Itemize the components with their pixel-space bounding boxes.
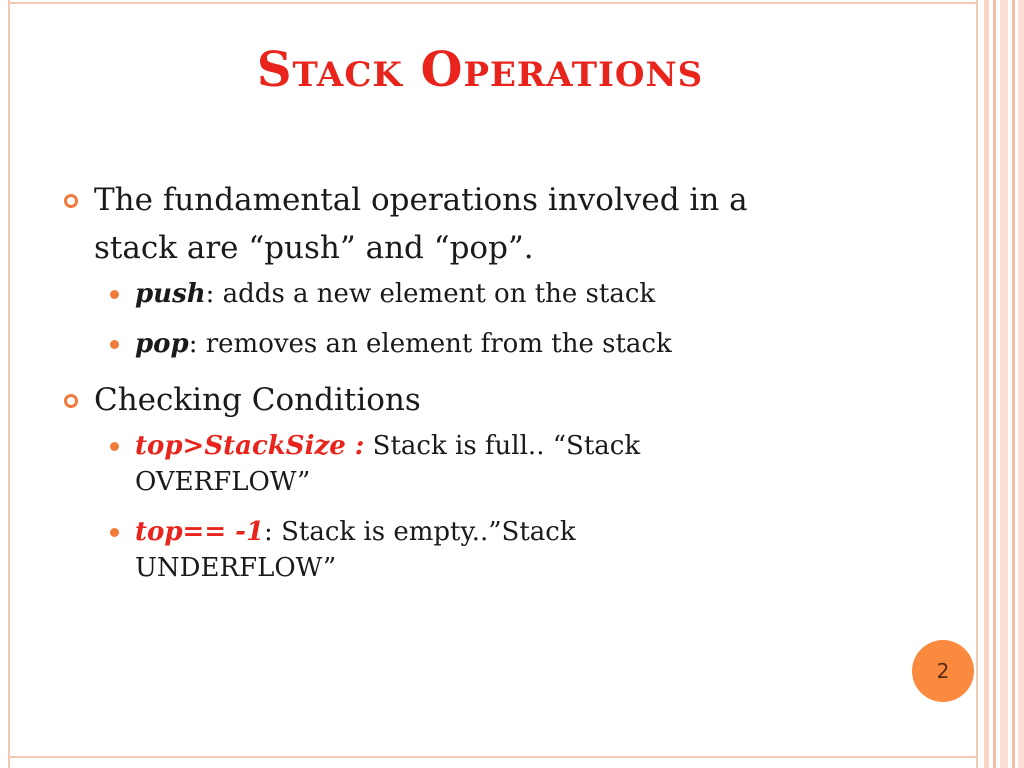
point-text-line2: stack are “push” and “pop”. — [94, 230, 534, 266]
keyword-underflow-condition: top== -1 — [135, 517, 265, 547]
frame-left-line — [8, 0, 10, 768]
bullet-point-operations — [60, 176, 940, 272]
push-description: : adds a new element on the stack — [205, 279, 656, 309]
keyword-overflow-condition: top>StackSize : — [135, 431, 365, 461]
keyword-pop: pop — [135, 329, 189, 359]
dot-bullet-icon — [110, 442, 119, 451]
dot-bullet-icon — [110, 340, 119, 349]
point-text: Checking Conditions — [94, 382, 421, 418]
sub-bullet-pop — [60, 326, 940, 362]
sub-bullet-push — [60, 276, 940, 312]
pop-description: : removes an element from the stack — [188, 329, 672, 359]
keyword-push: push — [135, 279, 206, 309]
decorative-stripe — [1012, 0, 1015, 768]
slide-body — [60, 176, 940, 600]
decorative-stripe — [1000, 0, 1008, 768]
decorative-stripe — [993, 0, 996, 768]
sub-bullet-overflow — [60, 428, 940, 500]
frame-right-line — [976, 0, 978, 768]
point-text-line1: The fundamental operations involved in a — [94, 182, 748, 218]
overflow-description-line2: OVERFLOW” — [135, 467, 311, 497]
bullet-point-conditions — [60, 376, 940, 424]
frame-top-line — [8, 2, 978, 4]
underflow-description-line2: UNDERFLOW” — [135, 553, 337, 583]
overflow-description-line1: Stack is full.. “Stack — [364, 431, 641, 461]
page-number-badge: 2 — [912, 640, 974, 702]
ring-bullet-icon — [64, 194, 78, 208]
frame-bottom-line — [8, 756, 978, 758]
underflow-description-line1: : Stack is empty..”Stack — [264, 517, 576, 547]
sub-bullet-underflow — [60, 514, 940, 586]
dot-bullet-icon — [110, 528, 119, 537]
slide-title: Stack Operations — [256, 42, 704, 98]
decorative-stripe — [1018, 0, 1024, 768]
dot-bullet-icon — [110, 290, 119, 299]
decorative-stripe — [984, 0, 989, 768]
ring-bullet-icon — [64, 394, 78, 408]
